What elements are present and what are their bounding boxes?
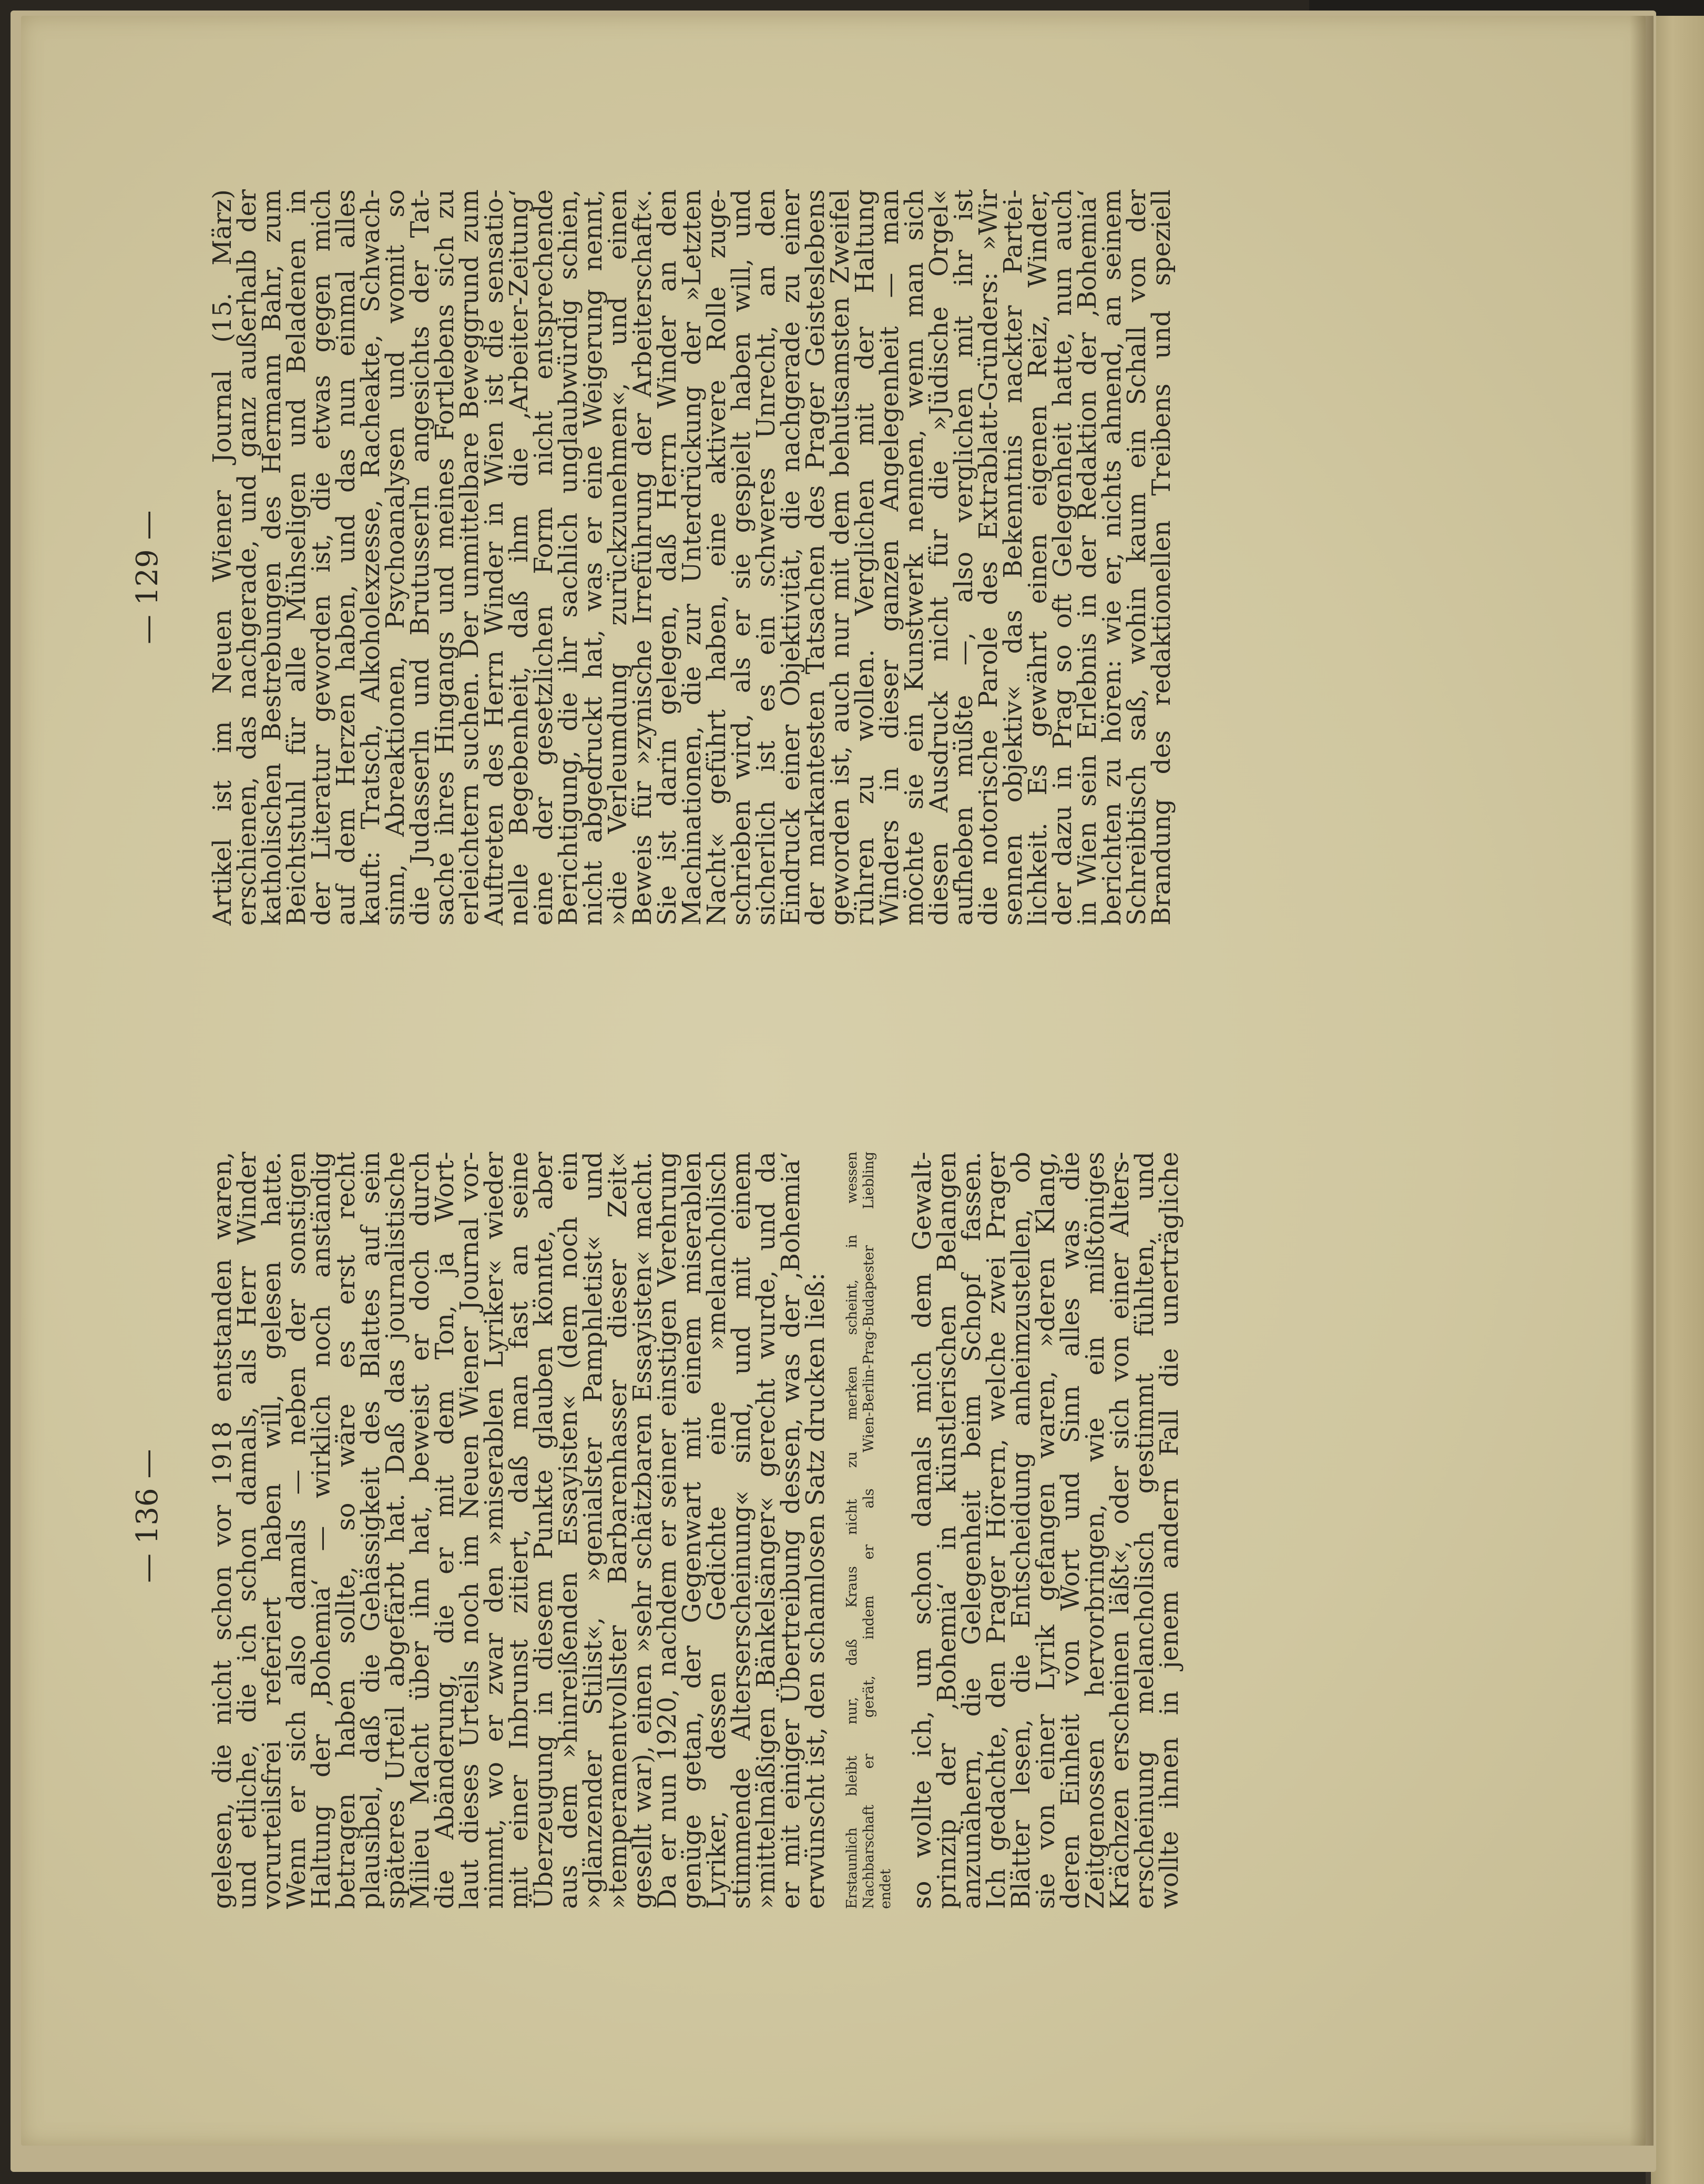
text-line: stimmende Alterserscheinung« sind, und mit einem xyxy=(727,1152,756,1909)
text-line: »glänzender Stilist«, »genialster Pamphletist« und xyxy=(578,1152,608,1909)
text-line: eine der gesetzlichen Form nicht entsprechende xyxy=(529,189,558,926)
quotation-footnote xyxy=(844,1152,894,1909)
text-line: und etliche, die ich schon damals, als Herr Winder xyxy=(232,1152,262,1909)
text-line: Berichtigung, die ihr sachlich unglaubwürdig schien, xyxy=(554,189,583,926)
text-line: berichten zu hören: wie er, nichts ahnend, an seinem xyxy=(1097,189,1127,926)
text-line: anzunähern, die Gelegenheit beim Schopf fassen. xyxy=(957,1152,986,1909)
text-line: vorurteilsfrei referiert haben will, gelesen hatte. xyxy=(257,1152,287,1909)
text-line: auf dem Herzen haben, und das nun einmal alles xyxy=(331,189,361,926)
text-line: »die Verleumdung zurückzunehmen«, und einen xyxy=(603,189,632,926)
text-line: laut dieses Urteils noch im Neuen Wiener Journal vor- xyxy=(455,1152,484,1909)
text-line: späteres Urteil abgefärbt hat. Daß das journalistische xyxy=(381,1152,410,1909)
text-line: der Literatur geworden ist, die etwas gegen mich xyxy=(307,189,336,926)
text-line: Winders in dieser ganzen Angelegenheit — man xyxy=(875,189,904,926)
text-line: die Abänderung, die er mit dem Ton, ja Wort- xyxy=(430,1152,460,1909)
text-line: diesen Ausdruck nicht für die »Jüdische Orgel« xyxy=(924,189,954,926)
text-line: Da er nun 1920, nachdem er seiner einstigen Verehrung xyxy=(652,1152,682,1909)
text-line: sie von einer Lyrik gefangen waren, »deren Klang, xyxy=(1031,1152,1060,1909)
text-line: erschienen, das nachgerade, und ganz außerhalb der xyxy=(232,189,262,926)
text-line: Überzeugung in diesem Punkte glauben könnte, aber xyxy=(529,1152,558,1909)
text-line: prinzip der ‚Bohemia‘ in künstlerischen Belangen xyxy=(932,1152,962,1909)
text-line: mit einer Inbrunst zitiert, daß man fast an seine xyxy=(504,1152,534,1909)
text-line: kauft: Tratsch, Alkoholexzesse, Racheakte, Schwach- xyxy=(356,189,385,926)
footnote-line: Nachbarschaft er gerät, indem er als Wien-Berlin-Prag-Budapester Liebling xyxy=(861,1152,877,1909)
next-page-edge xyxy=(1651,16,1704,2184)
text-line: erwünscht ist, den schamlosen Satz drucken ließ: xyxy=(801,1272,830,1909)
text-line: Schreibtisch saß, wohin kaum ein Schall von der xyxy=(1122,189,1151,926)
text-line: Machinationen, die zur Unterdrückung der »Letzten xyxy=(677,189,707,926)
page-number-right: — 129 — xyxy=(130,510,165,644)
footnote-line: endet xyxy=(877,1869,894,1909)
text-line: plausibel, daß die Gehässigkeit des Blattes auf sein xyxy=(356,1152,385,1909)
text-line: sinn, Abreaktionen, Psychoanalysen und womit so xyxy=(381,189,410,926)
text-line: nicht abgedruckt hat, was er eine Weigerung nennt, xyxy=(578,189,608,926)
text-line: lichkeit. Es gewährt einen eigenen Reiz, Winder, xyxy=(1023,189,1053,926)
text-line: katholischen Bestrebungen des Hermann Bahr, zum xyxy=(257,189,287,926)
text-line: rühren zu wollen. Verglichen mit der Haltung xyxy=(850,189,880,926)
text-line: aus dem »hinreißenden Essayisten« (dem noch ein xyxy=(554,1152,583,1909)
footnote-line: Erstaunlich bleibt nur, daß Kraus nicht zu merken scheint, in wessen xyxy=(844,1152,860,1909)
text-line: möchte sie ein Kunstwerk nennen, wenn man sich xyxy=(900,189,929,926)
text-line: erscheinung melancholisch gestimmt fühlten, und xyxy=(1130,1152,1159,1909)
text-line: die notorische Parole des Extrablatt-Gründers: »Wir xyxy=(974,189,1003,926)
text-line: deren Einheit von Wort und Sinn alles was die xyxy=(1056,1152,1085,1909)
text-line: Milieu Macht über ihn hat, beweist er doch durch xyxy=(405,1152,435,1909)
text-line: Beweis für »zynische Irreführung der Arbeiterschaft«. xyxy=(628,189,657,926)
text-line: die Judasserln und Brutusserln angesichts der Tat- xyxy=(405,189,435,926)
text-line: Haltung der ‚Bohemia‘ — wirklich noch anständig xyxy=(307,1152,336,1909)
text-line: nimmt, wo er zwar den »miserablen Lyriker« wieder xyxy=(479,1152,509,1909)
text-line: Eindruck einer Objektivität, die nachgerade zu einer xyxy=(776,189,805,926)
text-line: Krächzen erscheinen läßt«, oder sich von einer Alters- xyxy=(1105,1152,1135,1909)
text-line: sache ihres Hingangs und meines Fortlebens sich zu xyxy=(430,189,460,926)
text-line: Brandung des redaktionellen Treibens und speziell xyxy=(1147,189,1176,926)
text-line: nelle Begebenheit, daß ihm die ‚Arbeiter-Zeitung‘ xyxy=(504,189,534,926)
text-line: Auftreten des Herrn Winder in Wien ist die sensatio- xyxy=(479,189,509,926)
text-column-page-136 xyxy=(210,1152,1182,1909)
text-line: Artikel ist im Neuen Wiener Journal (15. März) xyxy=(208,189,237,926)
binding-shadow xyxy=(1630,16,1654,2146)
text-line: sicherlich ist es ein schweres Unrecht, an den xyxy=(751,189,781,926)
text-line: der markantesten Tatsachen des Prager Geisteslebens xyxy=(801,189,830,926)
text-line: Wenn er sich also damals — neben der sonstigen xyxy=(282,1152,311,1909)
paragraph xyxy=(907,1152,1184,1909)
text-line: »temperamentvollster Barbarenhasser dieser Zeit« xyxy=(603,1152,632,1909)
text-line: Nacht« geführt haben, eine aktivere Rolle zuge- xyxy=(702,189,731,926)
text-line: Beichtstuhl für alle Mühseligen und Beladenen in xyxy=(282,189,311,926)
text-line: der dazu in Prag so oft Gelegenheit hatte, nun auch xyxy=(1048,189,1077,926)
text-column-page-129 xyxy=(210,189,1174,926)
text-line: wollte ihnen in jenem andern Fall die unerträgliche xyxy=(1155,1152,1184,1909)
page-number-left: — 136 — xyxy=(130,1449,165,1583)
text-line: Ich gedachte, den Prager Hörern, welche zwei Prager xyxy=(982,1152,1011,1909)
text-line: »mittelmäßigen Bänkelsänger« gerecht wurde, und da xyxy=(751,1152,781,1909)
text-line: Sie ist darin gelegen, daß Herrn Winder an den xyxy=(652,189,682,926)
text-line: gelesen, die nicht schon vor 1918 entstanden waren, xyxy=(208,1152,237,1909)
text-line: in Wien sein Erlebnis in der Redaktion der ‚Bohemia‘ xyxy=(1073,189,1102,926)
text-line: Blätter lesen, die Entscheidung anheimzustellen, ob xyxy=(1006,1152,1036,1909)
text-line: gesellt war), einen »sehr schätzbaren Essayisten« macht. xyxy=(628,1152,657,1909)
text-line: Zeitgenossen hervorbringen, wie ein mißtöniges xyxy=(1080,1152,1110,1909)
text-line: betragen haben sollte, so wäre es erst recht xyxy=(331,1152,361,1909)
text-line: geworden ist, auch nur mit dem behutsamsten Zweifel xyxy=(825,189,855,926)
text-line: genüge getan, der Gegenwart mit einem miserablen xyxy=(677,1152,707,1909)
text-line: sennen objektiv« das Bekenntnis nackter Partei- xyxy=(998,189,1028,926)
text-line: so wollte ich, um schon damals mich dem Gewalt- xyxy=(907,1152,937,1909)
text-line: er mit einiger Übertreibung dessen, was der ‚Bohemia‘ xyxy=(776,1152,805,1909)
paragraph xyxy=(210,1152,828,1909)
text-line: Lyriker, dessen Gedichte eine »melancholisch xyxy=(702,1152,731,1909)
text-line: schrieben wird, als er sie gespielt haben will, und xyxy=(727,189,756,926)
text-line: erleichtern suchen. Der unmittelbare Beweggrund zum xyxy=(455,189,484,926)
text-line: aufheben müßte —, also verglichen mit ihr ist xyxy=(949,189,978,926)
